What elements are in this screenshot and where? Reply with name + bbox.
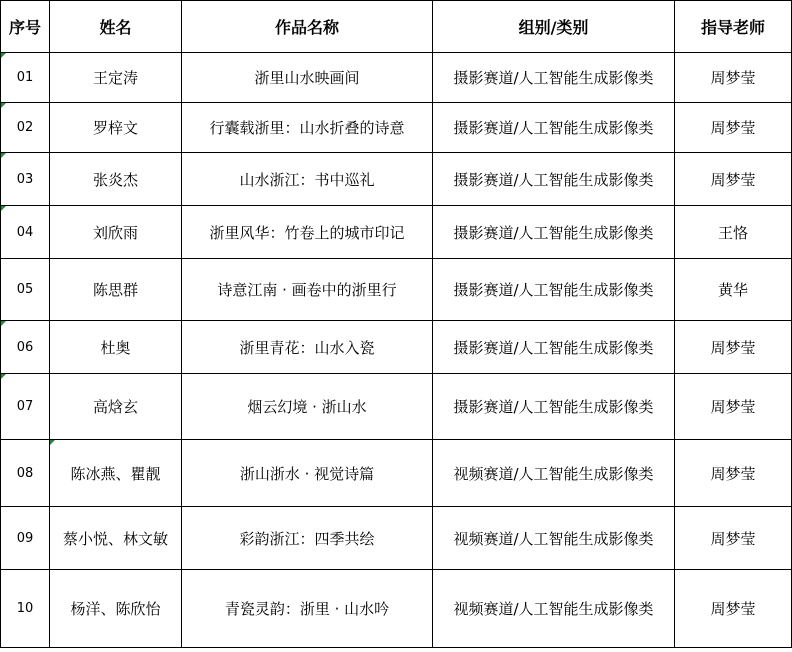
header-teacher: 指导老师 [675,1,792,53]
cell-name: 罗梓文 [50,103,182,153]
header-name: 姓名 [50,1,182,53]
header-row [1,1,792,53]
cell-index: 01 [1,53,50,103]
cell-index: 04 [1,206,50,259]
cell-teacher: 周梦莹 [675,103,792,153]
cell-index: 05 [1,259,50,321]
table-row [1,206,792,259]
cell-name: 王定涛 [50,53,182,103]
cell-category: 视频赛道/人工智能生成影像类 [433,440,675,507]
cell-category: 摄影赛道/人工智能生成影像类 [433,374,675,440]
header-category: 组别/类别 [433,1,675,53]
cell-name: 高焓玄 [50,374,182,440]
cell-title: 浙里山水映画间 [182,53,433,103]
cell-teacher: 周梦莹 [675,374,792,440]
cell-teacher: 周梦莹 [675,507,792,570]
cell-index: 07 [1,374,50,440]
cell-name: 杨洋、陈欣怡 [50,570,182,648]
cell-index: 06 [1,321,50,374]
table-row [1,507,792,570]
table-row [1,153,792,206]
table-row [1,570,792,648]
cell-category: 摄影赛道/人工智能生成影像类 [433,153,675,206]
table-row [1,259,792,321]
cell-teacher: 周梦莹 [675,153,792,206]
cell-category: 摄影赛道/人工智能生成影像类 [433,206,675,259]
cell-marker [1,53,6,58]
cell-marker [1,321,6,326]
cell-teacher: 周梦莹 [675,321,792,374]
cell-marker [1,374,6,379]
cell-name: 陈冰燕、瞿靓 [50,440,182,507]
cell-title: 行囊载浙里：山水折叠的诗意 [182,103,433,153]
cell-teacher: 黄华 [675,259,792,321]
cell-index: 03 [1,153,50,206]
cell-name: 刘欣雨 [50,206,182,259]
cell-marker [1,206,6,211]
cell-title: 烟云幻境 · 浙山水 [182,374,433,440]
cell-title: 浙里青花：山水入瓷 [182,321,433,374]
cell-category: 摄影赛道/人工智能生成影像类 [433,53,675,103]
cell-name: 杜奥 [50,321,182,374]
cell-index: 09 [1,507,50,570]
cell-category: 视频赛道/人工智能生成影像类 [433,570,675,648]
cell-marker [1,103,6,108]
cell-teacher: 王恪 [675,206,792,259]
cell-teacher: 周梦莹 [675,440,792,507]
cell-teacher: 周梦莹 [675,53,792,103]
cell-title: 山水浙江：书中巡礼 [182,153,433,206]
cell-name: 张炎杰 [50,153,182,206]
cell-name: 陈思群 [50,259,182,321]
cell-title: 浙里风华：竹卷上的城市印记 [182,206,433,259]
cell-category: 视频赛道/人工智能生成影像类 [433,507,675,570]
header-index: 序号 [1,1,50,53]
cell-title: 浙山浙水 · 视觉诗篇 [182,440,433,507]
cell-category: 摄影赛道/人工智能生成影像类 [433,321,675,374]
cell-category: 摄影赛道/人工智能生成影像类 [433,259,675,321]
cell-marker [1,153,6,158]
cell-category: 摄影赛道/人工智能生成影像类 [433,103,675,153]
cell-index: 08 [1,440,50,507]
cell-marker [50,440,55,445]
cell-index: 10 [1,570,50,648]
cell-teacher: 周梦莹 [675,570,792,648]
cell-title: 青瓷灵韵：浙里 · 山水吟 [182,570,433,648]
table-row [1,374,792,440]
cell-title: 彩韵浙江：四季共绘 [182,507,433,570]
cell-index: 02 [1,103,50,153]
cell-name: 蔡小悦、林文敏 [50,507,182,570]
header-title: 作品名称 [182,1,433,53]
cell-title: 诗意江南 · 画卷中的浙里行 [182,259,433,321]
table-row [1,440,792,507]
table-row [1,321,792,374]
table-row [1,53,792,103]
table-row [1,103,792,153]
